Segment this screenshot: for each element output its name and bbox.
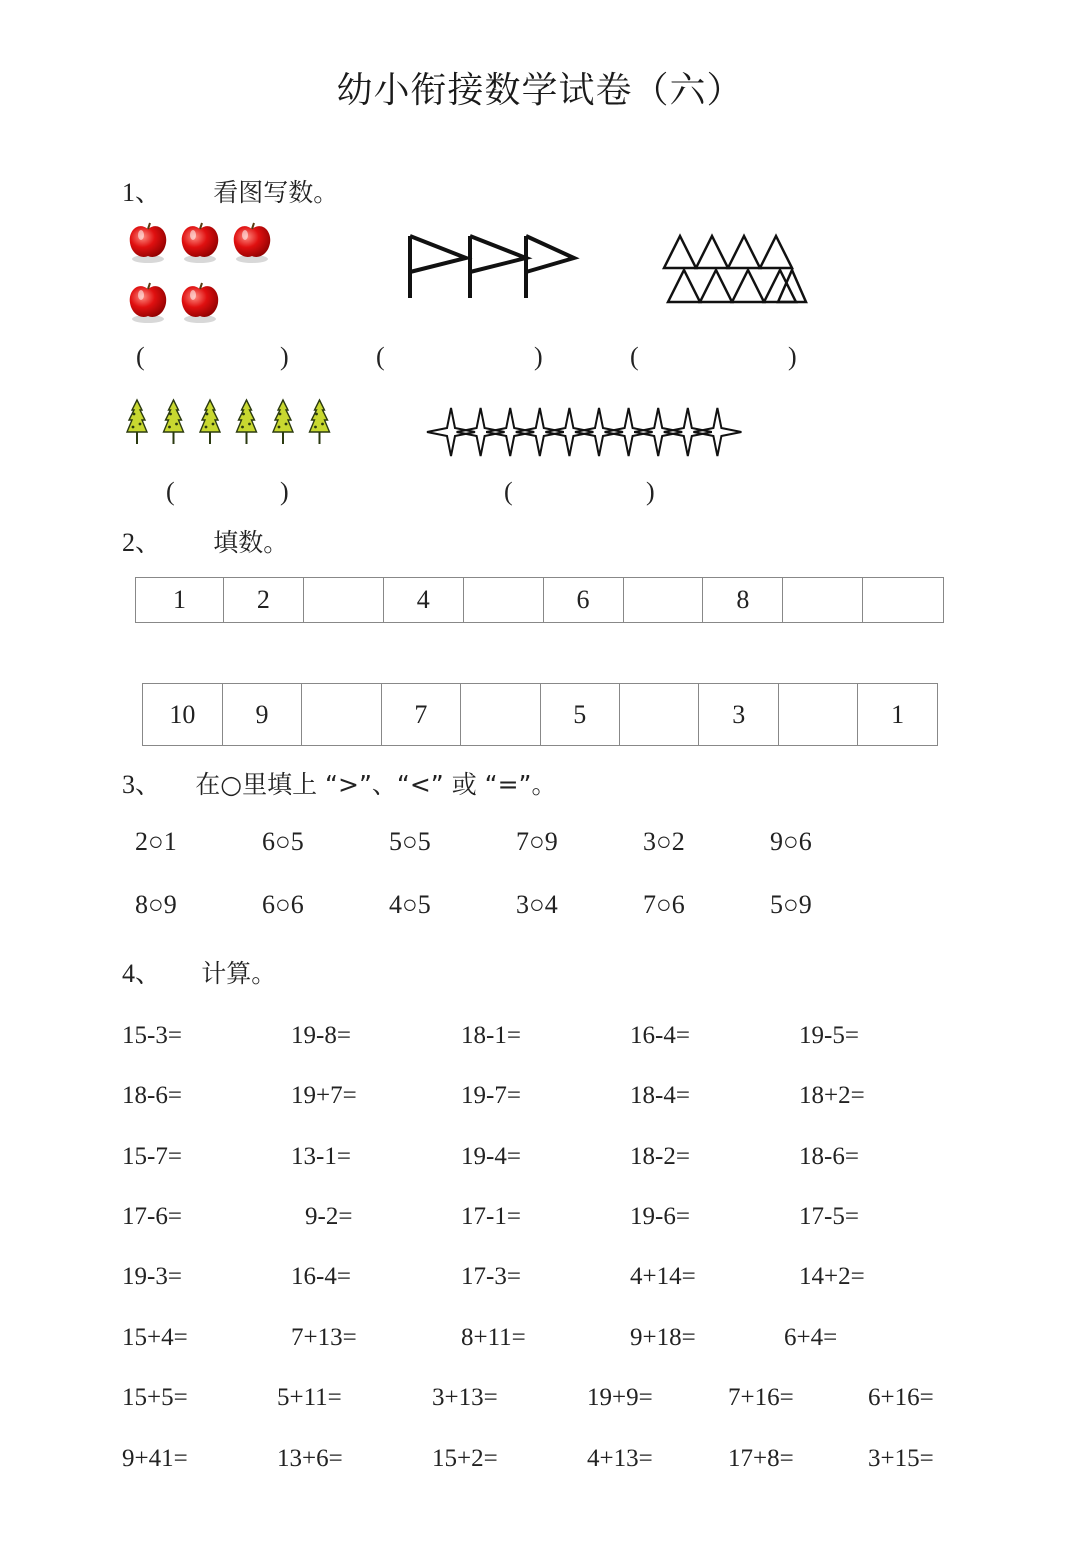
calc-problem[interactable]: 17+8= <box>728 1445 794 1472</box>
compare-item[interactable]: 7○9 <box>516 827 558 856</box>
triangle <box>668 270 700 302</box>
number-cell: 5 <box>540 684 620 746</box>
apple <box>182 283 219 323</box>
number-cell[interactable] <box>863 578 944 623</box>
section-number: 4、 <box>122 959 162 988</box>
triangle <box>664 236 696 268</box>
calc-problem[interactable]: 3+13= <box>432 1384 498 1411</box>
calc-problem[interactable]: 13-1= <box>291 1143 351 1170</box>
calc-problem[interactable]: 15+2= <box>432 1445 498 1472</box>
apple <box>234 223 271 263</box>
calc-problem[interactable]: 17-5= <box>799 1203 859 1230</box>
triangle <box>728 236 760 268</box>
calc-problem[interactable]: 19-5= <box>799 1022 859 1049</box>
answer-paren-open: ( <box>504 477 513 506</box>
section-title: 看图写数。 <box>213 178 339 207</box>
tree <box>164 400 184 444</box>
compare-item[interactable]: 6○5 <box>262 827 304 856</box>
number-cell: 3 <box>699 684 779 746</box>
star <box>575 408 623 456</box>
calc-problem[interactable]: 5+11= <box>277 1384 342 1411</box>
star <box>664 408 712 456</box>
calc-problem[interactable]: 18-6= <box>799 1143 859 1170</box>
calc-problem[interactable]: 19-7= <box>461 1082 521 1109</box>
compare-item[interactable]: 4○5 <box>389 890 431 919</box>
compare-item[interactable]: 6○6 <box>262 890 304 919</box>
calc-problem[interactable]: 16-4= <box>630 1022 690 1049</box>
compare-item[interactable]: 7○6 <box>643 890 685 919</box>
calc-problem[interactable]: 13+6= <box>277 1445 343 1472</box>
number-cell: 4 <box>383 578 463 623</box>
calc-problem[interactable]: 17-3= <box>461 1263 521 1290</box>
answer-paren-open: ( <box>630 342 639 371</box>
triangle <box>696 236 728 268</box>
number-cell: 1 <box>858 684 938 746</box>
star <box>427 408 475 456</box>
calc-problem[interactable]: 19-3= <box>122 1263 182 1290</box>
stars-picture <box>425 402 745 462</box>
calc-problem[interactable]: 15+5= <box>122 1384 188 1411</box>
triangle <box>760 236 792 268</box>
tree <box>310 400 330 444</box>
answer-paren-close: ) <box>280 477 289 506</box>
tree <box>127 400 147 444</box>
apples-picture <box>122 215 282 330</box>
number-cell: 1 <box>136 578 224 623</box>
section-4-heading <box>122 953 276 990</box>
calc-problem[interactable]: 14+2= <box>799 1263 865 1290</box>
calc-problem[interactable]: 7+13= <box>291 1324 357 1351</box>
calc-problem[interactable]: 9+18= <box>630 1324 696 1351</box>
number-cell: 10 <box>143 684 223 746</box>
calc-problem[interactable]: 8+11= <box>461 1324 526 1351</box>
answer-paren-close: ) <box>280 342 289 371</box>
section-2-heading <box>122 522 288 559</box>
star <box>516 408 564 456</box>
compare-item[interactable]: 2○1 <box>135 827 177 856</box>
apple <box>130 223 167 263</box>
trees-picture <box>126 398 336 448</box>
calc-problem[interactable]: 4+14= <box>630 1263 696 1290</box>
calc-problem[interactable]: 18-4= <box>630 1082 690 1109</box>
number-cell[interactable] <box>623 578 703 623</box>
compare-item[interactable]: 5○9 <box>770 890 812 919</box>
triangles-picture <box>662 234 812 309</box>
calc-problem[interactable]: 9+41= <box>122 1445 188 1472</box>
answer-paren-open: ( <box>376 342 385 371</box>
calc-problem[interactable]: 3+15= <box>868 1445 934 1472</box>
calc-problem[interactable]: 19+9= <box>587 1384 653 1411</box>
star <box>486 408 534 456</box>
calc-problem[interactable]: 15+4= <box>122 1324 188 1351</box>
number-cell: 8 <box>703 578 783 623</box>
flag <box>470 236 526 298</box>
compare-item[interactable]: 8○9 <box>135 890 177 919</box>
star <box>545 408 593 456</box>
calc-problem[interactable]: 6+4= <box>784 1324 838 1351</box>
calc-problem[interactable]: 15-7= <box>122 1143 182 1170</box>
calc-problem[interactable]: 19+7= <box>291 1082 357 1109</box>
calc-problem[interactable]: 19-4= <box>461 1143 521 1170</box>
section-number: 3、 <box>122 770 162 799</box>
number-cell[interactable] <box>620 684 699 746</box>
star <box>693 408 741 456</box>
number-cell[interactable] <box>463 578 543 623</box>
tree <box>200 400 220 444</box>
answer-paren-open: ( <box>136 342 145 371</box>
answer-paren-close: ) <box>788 342 797 371</box>
compare-item[interactable]: 9○6 <box>770 827 812 856</box>
calc-problem[interactable]: 6+16= <box>868 1384 934 1411</box>
calc-problem[interactable]: 17-6= <box>122 1203 182 1230</box>
star <box>605 408 653 456</box>
number-cell: 6 <box>543 578 623 623</box>
answer-paren-close: ) <box>534 342 543 371</box>
calc-problem[interactable]: 16-4= <box>291 1263 351 1290</box>
answer-paren-close: ) <box>646 477 655 506</box>
number-cell: 2 <box>223 578 303 623</box>
calc-problem[interactable]: 18-2= <box>630 1143 690 1170</box>
number-cell: 9 <box>222 684 302 746</box>
tree <box>237 400 257 444</box>
apple <box>130 283 167 323</box>
number-cell[interactable] <box>778 684 857 746</box>
calc-problem[interactable]: 7+16= <box>728 1384 794 1411</box>
calc-problem[interactable]: 19-6= <box>630 1203 690 1230</box>
flag <box>526 236 574 298</box>
section-1-heading <box>122 172 338 209</box>
section-title: 在○里填上 “>”、“<” 或 “=”。 <box>195 770 557 799</box>
calc-problem[interactable]: 4+13= <box>587 1445 653 1472</box>
calc-problem[interactable]: 18-1= <box>461 1022 521 1049</box>
apple <box>182 223 219 263</box>
compare-item[interactable]: 3○2 <box>643 827 685 856</box>
page-title: 幼小衔接数学试卷（六） <box>336 70 744 111</box>
fill-number-table-descending <box>142 683 938 746</box>
number-cell[interactable] <box>302 684 381 746</box>
section-3-heading <box>122 764 557 801</box>
section-title: 填数。 <box>213 528 289 557</box>
number-cell[interactable] <box>303 578 383 623</box>
calc-problem[interactable]: 19-8= <box>291 1022 351 1049</box>
triangle <box>732 270 764 302</box>
triangle <box>700 270 732 302</box>
star <box>634 408 682 456</box>
flags-picture <box>400 232 580 302</box>
flag <box>410 236 466 298</box>
number-cell: 7 <box>381 684 461 746</box>
answer-paren-open: ( <box>166 477 175 506</box>
number-cell[interactable] <box>461 684 540 746</box>
calc-problem[interactable]: 9-2= <box>305 1203 353 1230</box>
section-number: 1、 <box>122 178 162 207</box>
section-title: 计算。 <box>201 959 277 988</box>
tree <box>273 400 293 444</box>
calc-problem[interactable]: 15-3= <box>122 1022 182 1049</box>
calc-problem[interactable]: 18-6= <box>122 1082 182 1109</box>
calc-problem[interactable]: 18+2= <box>799 1082 865 1109</box>
section-number: 2、 <box>122 528 162 557</box>
compare-item[interactable]: 3○4 <box>516 890 558 919</box>
star <box>457 408 505 456</box>
fill-number-table-ascending <box>135 577 944 623</box>
calc-problem[interactable]: 17-1= <box>461 1203 521 1230</box>
compare-item[interactable]: 5○5 <box>389 827 431 856</box>
number-cell[interactable] <box>783 578 863 623</box>
